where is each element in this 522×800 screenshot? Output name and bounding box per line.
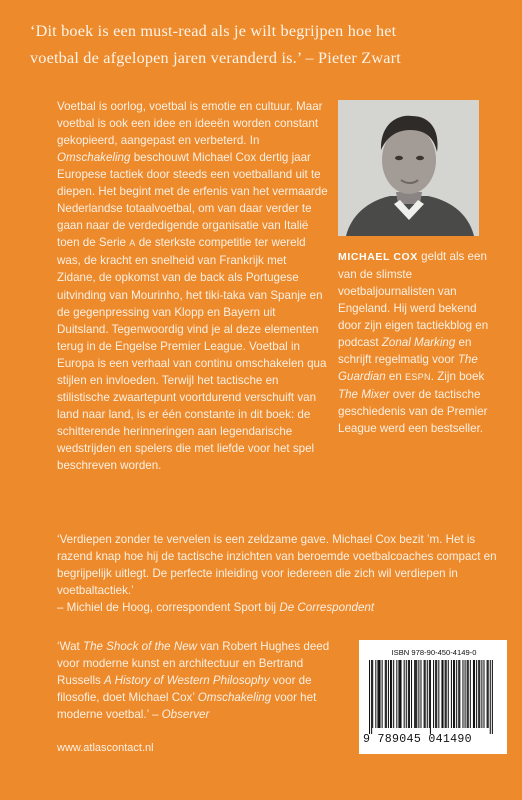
barcode-bar — [438, 660, 439, 728]
review-1-attribution: – Michiel de Hoog, correspondent Sport bij — [57, 601, 280, 615]
barcode-bar — [371, 660, 372, 734]
barcode-bar — [473, 660, 474, 728]
intro-text — [57, 98, 328, 474]
barcode-bar — [458, 660, 459, 728]
barcode-bar — [408, 660, 409, 728]
top-quote-line-2: voetbal de afgelopen jaren veranderd is.’ – Pieter Zwart — [30, 49, 401, 67]
author-bio-part-2: en schrijft regelmatig voor — [338, 336, 472, 367]
barcode-bar — [411, 660, 412, 728]
author-bio-part-4: . Zijn boek — [430, 370, 485, 384]
barcode-bar — [435, 660, 436, 728]
author-book-title: The Mixer — [338, 388, 390, 402]
review-2-source: Observer — [161, 708, 210, 722]
barcode-bar — [369, 660, 370, 734]
top-quote-line-1: ‘Dit boek is een must-read als je wilt begrijpen hoe het — [30, 22, 397, 40]
barcode-bar — [456, 660, 457, 728]
barcode-bar — [425, 660, 426, 728]
barcode-bar — [433, 660, 434, 728]
isbn-label: ISBN 978-90-450-4149-0 — [391, 648, 477, 657]
barcode-bar — [420, 660, 421, 728]
review-2-work-1: The Shock of the New — [82, 640, 198, 653]
barcode-bar — [424, 660, 425, 728]
barcode-bar — [448, 660, 449, 728]
review-2-part-3: voor de filosofie, doet Michael Cox’ — [57, 674, 312, 705]
author-bio-part-1: geldt als een van de slimste voetbaljournalisten van Engeland. Hij werd bekend door zijn eigen tactiekblog en podcast — [338, 250, 489, 350]
isbn-barcode — [359, 640, 507, 754]
barcode-bar — [476, 660, 477, 728]
author-name: MICHAEL COX — [338, 251, 418, 263]
author-bio — [338, 248, 490, 438]
review-2-part-2: van Robert Hughes deed voor moderne kunst en architectuur en Bertrand Russells — [57, 640, 330, 688]
intro-serie-a: A — [129, 238, 136, 249]
barcode-bar — [409, 660, 410, 728]
barcode-bar — [451, 660, 452, 728]
barcode-bar — [386, 660, 387, 728]
barcode-bar — [406, 660, 407, 728]
intro-book-title: Omschakeling — [57, 151, 131, 165]
barcode-bar — [445, 660, 446, 728]
review-quote-2 — [57, 638, 337, 723]
barcode-bar — [430, 660, 431, 734]
intro-part-3: de sterkste competitie ter wereld was, de kracht en snelheid van Frankrijk met Zidane, de opkomst van de back als Portugese uitvinding van Mourinho, het tiki-taka van Spanje en de gegenpressing van Klopp en Bayern uit Duitsland. Tegenwoordig vind je al deze elementen terug in de Engelse Premier League. Voetbal in Europa is een verhaal van continu omschakelen qua stijlen en invloeden. Terwijl het tactische en stilistische zwaartepunt voortdurend verschuift van land naar land, is er één constante in dit boek: de schitterende herinneringen aan legendarische wedstrijden en spelers die met liefde voor het spel beschreven worden. — [57, 236, 327, 472]
barcode-bar — [490, 660, 491, 734]
barcode-bar — [492, 660, 493, 734]
review-2-part-4: voor het moderne voetbal.’ – — [57, 691, 317, 722]
author-paper-title: The Guardian — [338, 353, 478, 384]
author-bio-part-3: en — [385, 370, 406, 384]
intro-part-1: Voetbal is oorlog, voetbal is emotie en cultuur. Maar voetbal is ook een idee en ideeën worden constant gekopieerd, aangepast en verbeterd. In — [57, 100, 323, 148]
barcode-bar — [446, 660, 447, 728]
barcode-bar — [481, 660, 482, 728]
barcode-bar — [443, 660, 444, 728]
barcode-bar — [468, 660, 469, 728]
review-quote-1 — [57, 531, 497, 616]
barcode-bars — [369, 660, 497, 734]
barcode-bar — [454, 660, 455, 728]
barcode-bar — [487, 660, 488, 728]
barcode-bar — [404, 660, 405, 728]
barcode-bar — [459, 660, 460, 728]
review-2-work-2: A History of Western Philosophy — [104, 674, 270, 688]
review-2-work-3: Omschakeling — [197, 691, 272, 705]
barcode-bar — [377, 660, 378, 728]
isbn-digits — [363, 733, 505, 746]
top-quote — [30, 18, 506, 72]
barcode-bar — [465, 660, 466, 728]
barcode-bar — [427, 660, 428, 728]
barcode-bar — [380, 660, 381, 728]
barcode-bar — [429, 660, 430, 728]
barcode-bar — [488, 660, 489, 728]
author-espn: ESPN — [405, 372, 431, 383]
barcode-bar — [474, 660, 475, 728]
publisher-website[interactable]: www.atlascontact.nl — [57, 742, 154, 754]
barcode-bar — [372, 660, 373, 728]
barcode-bar — [390, 660, 391, 728]
barcode-bar — [391, 660, 392, 728]
barcode-bar — [401, 660, 402, 728]
barcode-bar — [467, 660, 468, 728]
barcode-bar — [382, 660, 383, 728]
isbn-first-digit: 9 — [363, 733, 371, 746]
author-bio-part-5: over de tactische geschiedenis van de Premier League werd een bestseller. — [338, 388, 488, 436]
barcode-bar — [378, 660, 379, 728]
barcode-bar — [393, 660, 394, 728]
review-2-part-1: ‘Wat — [57, 640, 83, 653]
author-photo — [338, 100, 479, 236]
isbn-group-1: 789045 — [377, 733, 422, 746]
barcode-bar — [418, 660, 419, 728]
barcode-bar — [479, 660, 480, 728]
barcode-bar — [375, 660, 376, 728]
barcode-bar — [441, 660, 442, 728]
barcode-bar — [399, 660, 400, 728]
barcode-bar — [414, 660, 415, 728]
isbn-group-2: 041490 — [428, 733, 472, 746]
barcode-bar — [462, 660, 463, 728]
review-1-publication: De Correspondent — [279, 601, 375, 615]
barcode-bar — [453, 660, 454, 728]
barcode-bar — [478, 660, 479, 728]
author-portrait-image — [338, 100, 479, 236]
author-blog-title: Zonal Marking — [381, 336, 456, 350]
barcode-bar — [483, 660, 484, 728]
review-1-text: ‘Verdiepen zonder te vervelen is een zeldzame gave. Michael Cox bezit ’m. Het is razend knap hoe hij de tactische inzichten van beroemde voetbalcoaches compact en begrijpelijk uitlegt. De perfecte inleiding voor iedereen die zich wil verdiepen in voetbaltactiek.’ — [57, 533, 497, 598]
barcode-bar — [415, 660, 416, 728]
barcode-bar — [470, 660, 471, 728]
barcode-bar — [398, 660, 399, 728]
barcode-bar — [388, 660, 389, 728]
barcode-bar — [436, 660, 437, 728]
barcode-bar — [396, 660, 397, 728]
barcode-bar — [385, 660, 386, 728]
barcode-bar — [416, 660, 417, 728]
intro-part-2: beschouwt Michael Cox dertig jaar Europese tactiek door steeds een voetballand uit te diepen. Het begint met de erfenis van het vermaarde Nederlandse totaalvoetbal, om van daar verder te gaan naar de verdedigende organisatie van Italië toen de Serie — [57, 151, 328, 250]
